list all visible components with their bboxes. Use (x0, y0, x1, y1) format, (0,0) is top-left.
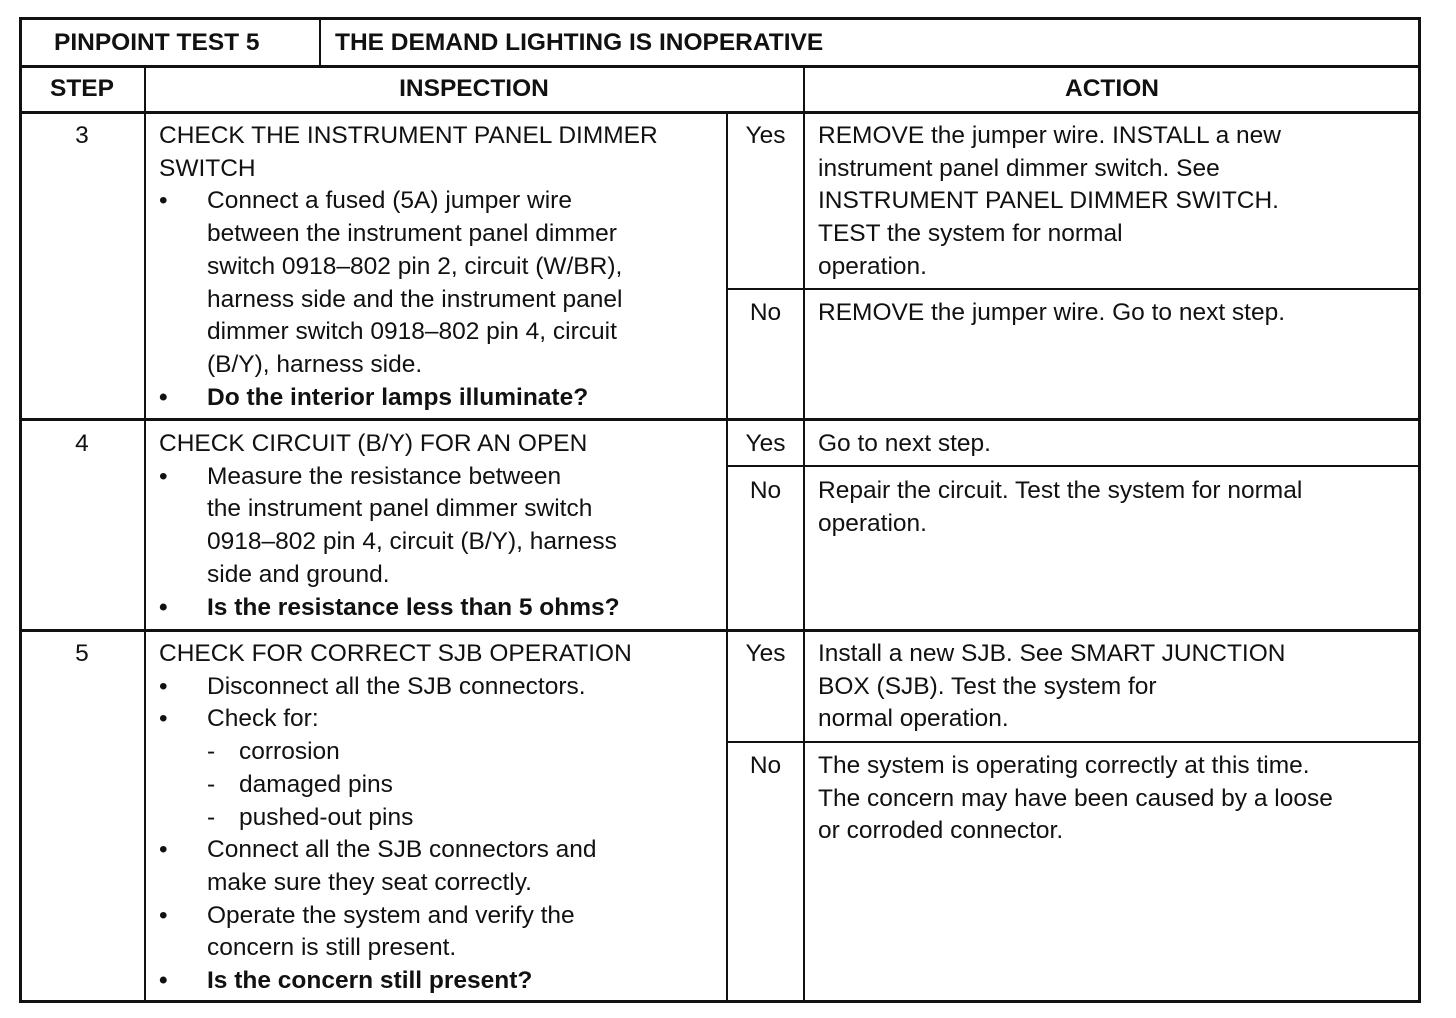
sub-item: - corrosion (159, 736, 719, 769)
bullet-item: • Connect all the SJB connectors and make sure they seat correctly. (159, 836, 597, 896)
bullet-icon: • (159, 383, 168, 411)
yes-label: Yes (745, 430, 786, 457)
sub-item: - pushed-out pins (159, 802, 719, 835)
rule-step3-yes-no (726, 288, 1419, 290)
col-action-header: ACTION (1065, 75, 1159, 102)
bullet-icon: • (159, 836, 168, 864)
inspection-title: CHECK CIRCUIT (B/Y) FOR AN OPEN (159, 430, 588, 457)
bullet-icon: • (159, 187, 168, 215)
step3-inspection (159, 120, 719, 414)
bullet-item: • Check for: (159, 703, 719, 736)
bullet-item: • Measure the resistance between the instrument panel dimmer switch 0918–802 pin 4, circuit (B/Y), harness side and ground. (159, 462, 617, 588)
test-title: THE DEMAND LIGHTING IS INOPERATIVE (335, 29, 824, 56)
rule-step4 (19, 629, 1421, 632)
rule-step3 (19, 418, 1421, 421)
border-bottom (19, 1000, 1421, 1003)
yes-action: Install a new SJB. See SMART JUNCTION BOX (SJB). Test the system for normal operation. (818, 640, 1286, 733)
bullet-item: • Connect a fused (5A) jumper wire between the instrument panel dimmer switch 0918–802 pin 2, circuit (W/BR), harness side and the instrument panel dimmer switch 0918–802 pin 4, circuit (B/Y), harness side. (159, 187, 623, 378)
no-action: The system is operating correctly at this time. The concern may have been caused by a loose or corroded connector. (818, 752, 1333, 845)
no-label: No (749, 299, 782, 326)
inspection-title: CHECK FOR CORRECT SJB OPERATION (159, 640, 632, 667)
rule-header (19, 111, 1421, 114)
bullet-item: • Operate the system and verify the concern is still present. (159, 901, 575, 962)
step-number: 4 (75, 430, 89, 457)
bullet-item: • Disconnect all the SJB connectors. (159, 671, 719, 704)
inspection-title: CHECK THE INSTRUMENT PANEL DIMMER (159, 122, 658, 149)
step5-inspection (159, 638, 719, 998)
yes-action: Go to next step. (818, 430, 991, 457)
dash-icon: - (207, 803, 216, 831)
dash-icon: - (207, 738, 216, 766)
bullet-icon: • (159, 462, 168, 490)
rule-title-divider (319, 17, 321, 67)
no-action: REMOVE the jumper wire. Go to next step. (818, 299, 1286, 326)
bullet-question: • Is the resistance less than 5 ohms? (159, 592, 719, 625)
col-inspection-header: INSPECTION (399, 75, 549, 102)
rule-step4-yes-no (726, 465, 1419, 467)
step4-inspection (159, 428, 719, 624)
yes-action: REMOVE the jumper wire. INSTALL a new instrument panel dimmer switch. See INSTRUMENT PANEL DIMMER SWITCH. TEST the system for normal operation. (818, 122, 1281, 280)
dash-icon: - (207, 770, 216, 798)
pinpoint-test-table (19, 17, 1421, 1003)
no-label: No (749, 752, 782, 779)
bullet-icon: • (159, 967, 168, 995)
yes-label: Yes (745, 122, 786, 149)
bullet-icon: • (159, 901, 168, 929)
yes-label: Yes (745, 640, 786, 667)
border-top (19, 17, 1421, 20)
border-left (19, 17, 22, 1003)
bullet-question: • Is the concern still present? (159, 965, 719, 998)
rule-action-col (803, 65, 805, 1003)
rule-yesno-col (726, 113, 728, 1003)
no-label: No (749, 477, 782, 504)
step-number: 3 (75, 122, 89, 149)
border-right (1418, 17, 1421, 1003)
bullet-icon: • (159, 672, 168, 700)
bullet-icon: • (159, 593, 168, 621)
rule-step-col (144, 65, 146, 1003)
step-number: 5 (75, 640, 89, 667)
inspection-title: SWITCH (159, 154, 256, 182)
test-id: PINPOINT TEST 5 (54, 29, 260, 56)
sub-item: - damaged pins (159, 769, 719, 802)
no-action: Repair the circuit. Test the system for normal operation. (818, 477, 1303, 537)
col-step-header: STEP (50, 75, 114, 102)
rule-step5-yes-no (726, 741, 1419, 743)
bullet-icon: • (159, 705, 168, 733)
bullet-question: • Do the interior lamps illuminate? (159, 382, 719, 415)
rule-title (19, 65, 1421, 68)
